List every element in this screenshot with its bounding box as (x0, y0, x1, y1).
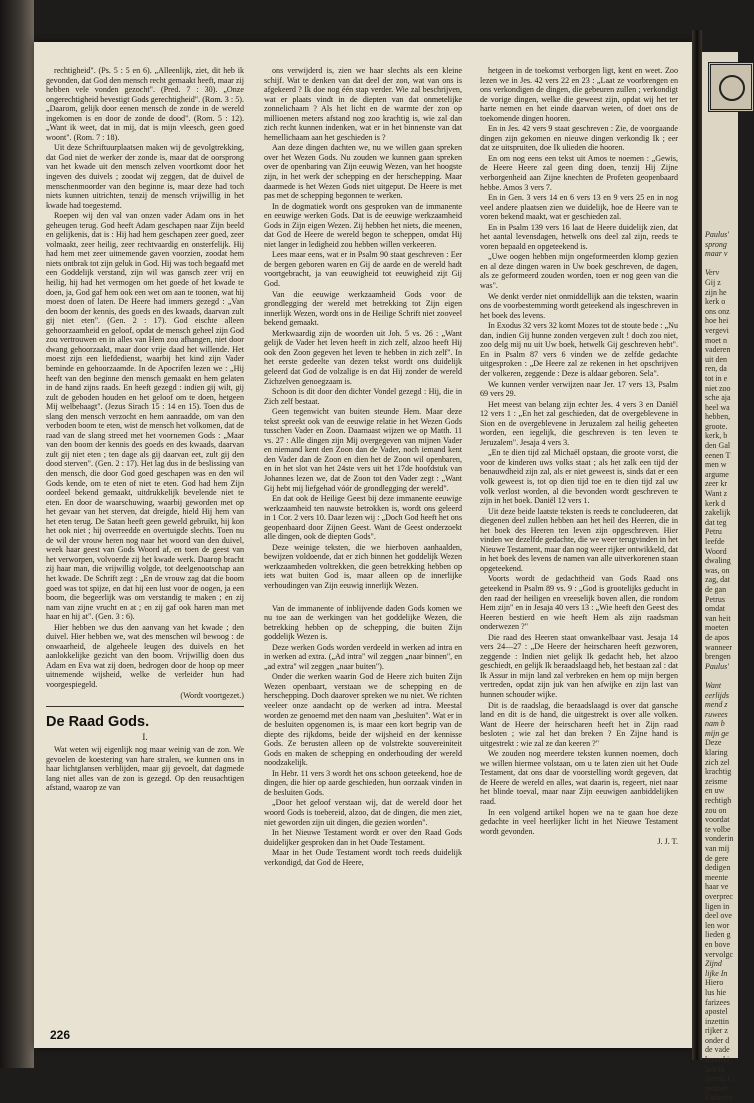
paragraph: In een volgend artikel hopen we na te gaan hoe deze gedachte in veel heerlijker licht in het Nieuwe Testament wordt gevonden. (480, 807, 678, 836)
paragraph: Van die eeuwige werkzaamheid Gods voor de grondlegging der wereld met betrekking tot Zijn eigen innerlijk Wezen, wordt ons in de Heilige Schrift niet zooveel bekend gemaakt. (264, 289, 462, 328)
right-page-fragment: Zijnd (705, 959, 722, 969)
right-page-fragment: lijke In (705, 968, 728, 978)
paragraph: We zouden nog meerdere teksten kunnen noemen, doch we willen hiermee volstaan, om u te laten zien uit het Oude Testament, dat ons daar de voorstelling wordt gegeven, dat de Heere de wereld en alles, wat daarin is, regeert, niet naar het blinde toeval, maar naar Zijn eeuwigen aanbiddelijken raad. (480, 749, 678, 807)
right-page-fragment: onder d (705, 1035, 730, 1045)
left-page (34, 42, 692, 1048)
right-page-fragment: farizees (705, 997, 730, 1007)
paragraph: Maar in het Oude Testament wordt toch reeds duidelijk verkondigd, dat God de Heere, (264, 848, 462, 867)
right-page-fragment: de gere (705, 853, 729, 863)
right-page-fragment: de vade (705, 1045, 730, 1055)
right-page-fragment: heel wa (705, 402, 730, 412)
right-page-fragment: vaderen (705, 345, 731, 355)
right-page-fragment: Farizeën (705, 1093, 733, 1103)
paragraph: In Hebr. 11 vers 3 wordt het ons schoon geteekend, hoe de dingen, die hier op aarde geschieden, hun oorzaak vinden in de besluiten Gods. (264, 768, 462, 797)
right-page-fragment: nam b (705, 719, 725, 729)
right-page-fragment: tot in e (705, 373, 728, 383)
right-page-fragment: ruwees (705, 709, 728, 719)
right-page-fragment: de gan (705, 584, 727, 594)
paragraph: Hier hebben we dus den aanvang van het kwade ; den duivel. Hier hebben we, wat des menschen wil bewoog : de onwaarheid, de algeheele leugen des duivels en het aanlokkelijke gezicht van den boom. Vrijwillig doen dus Adam en Eva wat zij doen, bedrogen door de hoop op meer uitnemende wijsheid, welke de verleider hun had voorgespiegeld. (46, 622, 244, 689)
right-page-fragment: zijn he (705, 287, 727, 297)
right-page-fragment: deel ove (705, 911, 732, 921)
right-page-fragment: dwaling (705, 556, 731, 566)
paragraph: „Door het geloof verstaan wij, dat de wereld door het woord Gods is toebereid, alzoo, dat de dingen, die men ziet, niet geworden zijn uit dingen, die gezien worden". (264, 798, 462, 827)
right-page-fragment: zeisme (705, 776, 728, 786)
right-page-fragment: en uw (705, 786, 725, 796)
paragraph: En dat ook de Heilige Geest bij deze immanente eeuwige werkzaamheid ten nauwste betrokken is, wordt ons geleerd in 1 Cor. 2 vers 10. Daar lezen wij : „Doch God heeft het ons geopenbaard door Zijnen Geest. Want de Geest onderzoekt alle dingen, ook de diepten Gods". (264, 494, 462, 542)
right-page-fragment: meente (705, 872, 729, 882)
right-page-text-fragments (705, 230, 739, 1103)
right-page-fragment: wanneer (705, 642, 733, 652)
paragraph: „En te dien tijd zal Michaël opstaan, die groote vorst, die voor de kinderen uws volks staat ; als het zalk een tijd der benauwdheid zijn zal, als er niet geweest is, sinds dat er een volk geweest is, tot op dien tijd toe en te dien tijd zal uw volk verlost worden, al die bevonden wordt geschreven te zijn in het boek. Daniël 12 vers 1. (480, 448, 678, 506)
right-page-fragment: voordat (705, 815, 730, 825)
right-page-fragment: maar v (705, 249, 728, 259)
right-page-fragment: Want z (705, 489, 728, 499)
paragraph: En in Gen. 3 vers 14 en 6 vers 13 en 9 vers 25 en in nog veel andere plaatsen zien we duidelijk, hoe de Heere van te voren bekend maakt, wat er geschieden zal. (480, 193, 678, 222)
right-page-fragment: haar ve (705, 882, 729, 892)
right-page-fragment: apostel (705, 1007, 728, 1017)
right-page-fragment: hoe hei (705, 316, 729, 326)
right-page-fragment: rijker z (705, 1026, 728, 1036)
paragraph: En om nog eens een tekst uit Amos te noemen : „Gewis, de Heere Heere zal geen ding doen, tenzij Hij Zijne verborgenheid aan Zijne knechten de Profeten geopenbaard hebbe. Amos 3 vers 7. (480, 153, 678, 192)
right-page-fragment: groote. (705, 421, 728, 431)
paragraph: Deze weinige teksten, die we hierboven aanhaalden, bewijzen voldoende, dat er zich binnen het goddelijk Wezen werkzaamheden voltrekken, die geen betrekking hebben op iets wat buiten God is, maar alleen op de innerlijke verhoudingen van Zijn eeuwig innerlijk Wezen. (264, 542, 462, 590)
right-page-fragment: vonderin (705, 834, 734, 844)
paragraph: Merkwaardig zijn de woorden uit Joh. 5 vs. 26 : „Want gelijk de Vader het leven heeft in zich zelf, alzoo heeft Hij ook den Zoon gegeven het leven te hebben in zich zelf". In het eerste gedeelte van dezen tekst wordt ons duidelijk geleerd dat God de volzalige is en dat Hij zonder de wereld Zichzelven genoegzaam is. (264, 328, 462, 386)
right-page-fragment: Hiero (705, 978, 724, 988)
right-page-fragment: sche aja (705, 393, 731, 403)
right-page-fragment: kerk, b (705, 431, 728, 441)
section-number: I. (142, 732, 148, 743)
right-page-fragment: rechtigh (705, 796, 732, 806)
right-page-fragment: lus hie (705, 987, 727, 997)
section-title: De Raad Gods. (46, 714, 150, 731)
right-page-fragment: dedigen (705, 863, 731, 873)
section-divider (46, 706, 244, 707)
paragraph: In Exodus 32 vers 32 komt Mozes tot de stoute bede : „Nu dan, indien Gij hunne zonden vergeven zult ! doch zoo niet, zoo delg mij nu uit Uw boek, hetwelk Gij geschreven hebt". En in Psalm 87 vers 6 vinden we de zelfde gedachte uitgesproken : „De Heere zal ze rekenen in het opschrijven der volkeren, zeggende : Deze is aldaar geboren. Sela". (480, 321, 678, 378)
right-page-fragment: Gij z (705, 277, 721, 287)
right-page-fragment: Want (705, 680, 722, 690)
page-number: 226 (50, 1028, 71, 1042)
paragraph: Uit deze beide laatste teksten is reeds te concludeeren, dat diegenen deel zullen hebben aan het heil des Heeren, die in het boek des Heeren ten leven zijn opgeschreven. Hier vinden we dezelfde gedachte, die we weer terugvinden in het Nieuwe Testament, maar dan nog weer rijker ontwikkeld, dat in het boek des levens de namen van alle uitverkorenen staan opgeteekend. (480, 506, 678, 573)
right-page-fragment: niet zoo (705, 383, 731, 393)
paragraph: hetgeen in de toekomst verborgen ligt, kent en weet. Zoo lezen we in Jes. 42 vers 22 en 23 : „Laat ze voorbrengen en ons verkondigen de dingen, die gebeuren zullen ; verkondigt de vorige dingen, welke die geweest zijn, opdat wij het ter harte nemen en het einde daarvan weten, of doet ons de toekomende dingen hooren. (480, 66, 678, 123)
paragraph: (Wordt voortgezet.) (180, 690, 244, 700)
right-page-fragment: Paulus' (705, 661, 729, 671)
right-page-fragment: ligen in (705, 901, 730, 911)
right-page-fragment: Petru (705, 527, 722, 537)
right-page-fragment: en bove (705, 939, 731, 949)
paragraph: In de dogmatiek wordt ons gesproken van de immanente en eeuwige werken Gods. Dat is de eeuwige werkzaamheid Gods in Zijn eigen Wezen. Zij hebben het niets, die meenen, dat God de Heere de wereld begon te scheppen, omdat Hij niet langer in ledigheid zou hebben willen verkeeren. (264, 201, 462, 249)
right-page-fragment: moet n (705, 335, 727, 345)
right-page-fragment: van heit (705, 613, 731, 623)
column-gap (264, 592, 462, 604)
paragraph: Roepen wij den val van onzen vader Adam ons in het geheugen terug. God heeft Adam geschapen naar Zijn beeld en gelijkenis, dat is : Hij had hem geschapen zeer goed, zeer volmaakt, zeer heilig, zeer rechtvaardig en onsterfelijk. Hij had hem met zeer uitnemende gaven voorzien, zoodat hem niets ontbrak tot zijn geluk in God. Hij was toch begaafd met een Goddelijk verstand, zijn wil was gansch zeer vrij en heilig, hij had het vermogen om het goede of het kwade te doen, ja, God gaf hem ook een wet om aan te toonen, wat hij moest doen of laten. De Heere had immers gezegd : „Van den boom der kennis, des goeds en des kwaads, daarvan zult gij niet eten". (Gen. 2 : 17). God eischte alleen gehoorzaamheid en geloof, opdat de mensch geheel zijn God zou vertrouwen en in alles van Hem zou afhangen, niet door dwang gehoorzaakt, maar door vrije daad het willende. Het moest zijn een liefdedienst, waarbij het kind zijn Vader beminde en gehoorzaamde. In de Apocrifen lezen we : „Hij heeft van den beginne den mensch gemaakt en hem gelaten in de hand zijns raads. En heeft gezegd : indien gij wilt, gij zult de geboden houden en het geloof om te doen, hetgeen Mij welbehaagt". (Jezus Sirach 15 : 14 en 15). Toen dus de slang den mensch verzocht en hem aanraadde, om van den verboden boom te eten, wist de mensch het volkomen, dat de raad van de slang streed met het voornemen Gods : „Maar van den boom der kennis des goeds en des kwaads, daarvan zult gij niet eten ; ten dage als gij daarvan eet, zult gij den dood sterven". (Gen. 2 : 17). Het lag dus in de beslissing van den mensch, die door God goed geschapen was en den wil Gods kende, om te eten of niet te eten. God had hem Zijn oordeel bekend gemaakt, uitdrukkelijk bevelende niet te eten. En door de waarschuwing, waarbij geworden met op het gevaar van het sterven, dat dreigde, hield Hij hem van het eten terug. De Satan heeft geen geweld gebruikt, hij kon het ook niet ; hij overreedde en overtuigde slechts. Toen nu de wil der vrouw heren nog naar het woord van den duivel, week haar geest van Gods Woord af, en toen de geest van het verworpen, volvoerde zij het kwade werk. Daarop bracht zij haar man, die vrijwillig volgde, tot deelgenootschap aan het kwade. De Schrift zegt : „En de vrouw zag dat die boom goed was tot spijze, en dat hij een lust voor de oogen, ja een boom, die begeerlijk was om verstandig te maken ; en zij nam van zijne vrucht en at ; en zij gaf ook haren man met haar en hij at". (Gen. 3 : 6). (46, 211, 244, 622)
right-page-fragment: kerk o (705, 297, 726, 307)
paragraph: J. J. T. (657, 837, 678, 847)
right-page-fragment: leefde (705, 537, 725, 546)
text-column-3 (480, 66, 678, 853)
right-page-fragment: den Gal (705, 441, 731, 451)
right-page-fragment: Paulus' (705, 230, 729, 239)
right-page-fragment: vervolgc (705, 949, 733, 959)
right-page-fragment: ijverd, C (705, 1074, 733, 1084)
text-column-2 (264, 66, 462, 868)
right-page-fragment: zag, dat (705, 575, 730, 585)
right-page-edge (702, 52, 738, 1103)
right-page-fragment: sprong (705, 239, 727, 249)
right-page-fragment: leverd i (705, 1055, 730, 1065)
paragraph: Uit deze Schriftuurplaatsen maken wij de gevolgtrekking, dat God niet de werker der zonde is, maar dat de oorsprong van het kwade uit den mensch zelven voortkomt door het ingeven des duivels ; zoodat wij zeggen, dat de duivel de menschenmoorder van den beginne is, maar deze had toch niets kunnen uitrichten, tenzij de mensch vrijwillig in het kwade had toegestemd. (46, 143, 244, 210)
right-page-fragment: len wor (705, 920, 730, 930)
right-page-fragment: zeer kr (705, 479, 727, 489)
book-spine-shadow (0, 0, 34, 1068)
right-page-fragment: dat teg (705, 517, 727, 527)
right-page-fragment: men w (705, 460, 727, 470)
paragraph: „Uwe oogen hebben mijn ongeformeerden klomp gezien en al deze dingen waren in Uw boek geschreven, de dagen, als ze geformeerd zouden worden, toen er nog geen van die was". (480, 252, 678, 291)
right-page-fragment: Woord (705, 546, 727, 556)
right-page-fragment: was, on (705, 565, 730, 575)
right-page-fragment: lieden g (705, 930, 731, 940)
right-page-fragment (705, 259, 739, 269)
right-page-fragment: klaring (705, 748, 728, 758)
right-page-fragment: hebben, (705, 412, 731, 422)
paragraph: Onder die werken waarin God de Heere zich buiten Zijn Wezen openbaart, verstaan we de schepping en de herschepping. Doch daarover spreken we nu niet. We richten veeleer onze aandacht op de werken ad intra. Meestal worden ze genoemd met den naam van „besluiten". Wat er in de besluiten opgenomen is, is maar een kort begrip van de diepte des rijkdoms, beide der wijsheid en der kennisse Gods. Ze berusten alleen op de volstrekte souvereiniteit Gods en maken de schepping en onderhouding der wereld noodzakelijk. (264, 672, 462, 768)
right-page-fragment: mijn ge (705, 728, 729, 738)
right-page-fragment (705, 671, 739, 681)
paragraph: Aan deze dingen dachten we, nu we willen gaan spreken over het Wezen Gods. Nu zouden we kunnen gaan spreken over de openbaring van Zijn eeuwig Wezen, van het hoogste zijn, in het werk der schepping en der herschepping. Maar daarmede is het Wezen Gods niet uitgeput. De Heere is met pas met de schepping begonnen te werken. (264, 143, 462, 201)
paragraph: Lees maar eens, wat er in Psalm 90 staat geschreven : Eer de bergen geboren waren en Gij de aarde en de wereld hadt voortgebracht, ja van eeuwigheid tot eeuwigheid zijt Gij God. (264, 250, 462, 289)
paragraph: In het Nieuwe Testament wordt er over den Raad Gods duidelijker gesproken dan in het Oude Testament. (264, 828, 462, 847)
paragraph: En in Psalm 139 vers 16 laat de Heere duidelijk zien, dat het aantal levensdagen, hetwelk ons deel zal zijn, reeds te voren bepaald en opgeteekend is. (480, 222, 678, 251)
right-page-fragment: kerk d (705, 498, 726, 508)
paragraph: Die raad des Heeren staat onwankelbaar vast. Jesaja 14 vers 24—27 : „De Heere der heirscharen heeft gezworen, zeggende : Indien niet gelijk Ik gedacht heb, het alzoo geschiedt, en gelijk Ik beraadslaagd heb, het bestaan zal : dat Ik Assur in mijn land zal verbreken en hem op mijn bergen vertreden, opdat zijn juk van hen afwijke en zijn last van hunnen schouder wijke. (480, 632, 678, 699)
right-page-fragment: mend z (705, 700, 728, 710)
right-page-fragment: Petrus (705, 594, 725, 604)
right-page-fragment: brengen (705, 652, 731, 662)
ornament-frame-icon (708, 62, 754, 112)
right-page-fragment: vergevi (705, 325, 729, 335)
right-page-fragment: van mij (705, 844, 730, 853)
right-page-fragment: ons onz (705, 306, 730, 316)
paragraph: Van de immanente of inblijvende daden Gods komen we nu toe aan de werkingen van het goddelijke Wezen, die betrekking hebben op de schepping, die buiten Zijn goddelijk Wezen is. (264, 603, 462, 642)
right-page-fragment: inzettin (705, 1016, 729, 1026)
right-page-fragment: Verv (705, 268, 720, 278)
right-page-fragment: argume (705, 469, 729, 479)
right-page-fragment: moeten (705, 623, 729, 633)
paragraph: Voorts wordt de gedachtheid van Gods Raad ons geteekend in Psalm 89 vs. 9 : „God is grootelijks geducht in den raad der heiligen en vreeselijk boven allen, die rondom Hem zijn" en in Jesaja 40 vers 13 : „Wie heeft den Geest des Heeren bestierd en wie heeft Hem als zijn raadsman onderwezen ?" (480, 574, 678, 632)
right-page-fragment: zich zel (705, 757, 730, 767)
right-page-fragment: overprec (705, 891, 733, 901)
right-page-fragment: zou on (705, 805, 727, 815)
paragraph: Geen tegenwicht van buiten steunde Hem. Maar deze tekst spreekt ook van de eeuwige relatie in het Wezen Gods tusschen Vader en Zoon. Daarnaast wijzen we op Matth. 11 vs. 27 : Alle dingen zijn Mij overgegeven van mijnen Vader en niemand kent den Zoon dan de Vader, noch iemand kent den Vader dan de Zoon en dien het de Zoon wil openbaren, en in het slot van het 24ste vers uit het 17de hoofdstuk van Johannes lezen we, dat de Zoon tot den Vader zegt : „Want Gij hebt mij liefgehad vóór de grondlegging der wereld". (264, 407, 462, 493)
paragraph: Dit is de raadslag, die beraadslaagd is over dat gansche land en dit is de hand, die uitgestrekt is over alle volken. Want de Heere der heirscharen heeft het in Zijn raad besloten ; wie zal het dan breken ? En Zijne hand is uitgestrekt : wie zal ze dan keeren ?" (480, 700, 678, 748)
right-page-fragment: te volbe (705, 824, 731, 834)
paragraph: En in Jes. 42 vers 9 staat geschreven : Zie, de voorgaande dingen zijn gekomen en nieuwe dingen verkondig Ik ; eer dat ze uitspruiten, doe Ik ulieden die hooren. (480, 124, 678, 153)
text-column-1 (46, 66, 244, 794)
right-page-fragment: penzen (705, 1083, 728, 1093)
right-page-fragment: zakelijk (705, 508, 731, 518)
book-gutter (692, 30, 702, 1060)
paragraph: We kunnen verder verwijzen naar Jer. 17 vers 13, Psalm 69 vers 29. (480, 379, 678, 399)
right-page-fragment: Deze (705, 738, 722, 748)
right-page-fragment: omdat (705, 604, 725, 614)
paragraph: Deze werken Gods worden verdeeld in werken ad intra en in werken ad extra. („Ad intra" wil zeggen „naar binnen", en „ad extra" wil zeggen „naar buiten"). (264, 642, 462, 671)
paragraph: Wat weten wij eigenlijk nog maar weinig van de zon. We gevoelen de koestering van hare stralen, we kunnen ons in haar lichtglansen verblijden, maar gij gevoelt, dat dagmede lang niet alles van de zon is gezegd. Op den reusachtigen afstand, waarop ze van (46, 745, 244, 793)
right-page-fragment: eerlijds (705, 690, 729, 700)
right-page-fragment: krachtig (705, 767, 732, 777)
right-page-fragment: de apos (705, 632, 730, 642)
right-page-fragment: heb ik (705, 1064, 725, 1074)
right-page-fragment: eenen T (705, 450, 731, 460)
paragraph: Schoon is dit door den dichter Vondel gezegd : Hij, die in Zich zelf bestaat. (264, 387, 462, 406)
right-page-fragment: uit den (705, 354, 727, 364)
paragraph: Het meest van belang zijn echter Jes. 4 vers 3 en Daniël 12 vers 1 : „En het zal geschieden, dat de overgeblevene in Sion en de overgeblevene in Jeruzalem zal heilig geheeten worden, een iegelijk, die geschreven is ten leven te Jeruzalem". Jesaja 4 vers 3. (480, 399, 678, 447)
right-page-fragment: ren, da (705, 364, 727, 374)
paragraph: We denkt verder niet onmiddellijk aan die teksten, waarin ons de voorbestemming wordt geteekend als ingeschreven in het boek des levens. (480, 291, 678, 320)
paragraph: rechtigheid". (Ps. 5 : 5 en 6). „Alleenlijk, ziet, dit heb ik gevonden, dat God den mensch recht gemaakt heeft, maar zij hebben vele vonden gezocht". (Pred. 7 : 30). „Onze ongerechtigheid bevestigt Gods gerechtigheid". (Rom. 3 : 5). „Daarom, gelijk door eenen mensch de zonde in de wereld ingekomen is en door de zonde de dood". (Rom. 5 : 12). „Want ik weet, dat in mij, dat is mijn vleesch, geen goed woont". (Rom. 7 : 18). (46, 66, 244, 142)
paragraph: ons verwijderd is, zien we haar slechts als een kleine schijf. Wat te denken van dat deel der zon, wat van ons is afgekeerd ? Ik doe nog één stap verder. Wie zal beschrijven, wat er plaats vindt in de diepten van dat onmetelijke zonnelichaam ? Als het licht en de warmte der zon op millioenen meters afstand nog zoo krachtig is, wie zal dan zich recht kunnen indenken, wat er in het binnenste van dat hemellichaam aan het geschieden is ? (264, 66, 462, 142)
